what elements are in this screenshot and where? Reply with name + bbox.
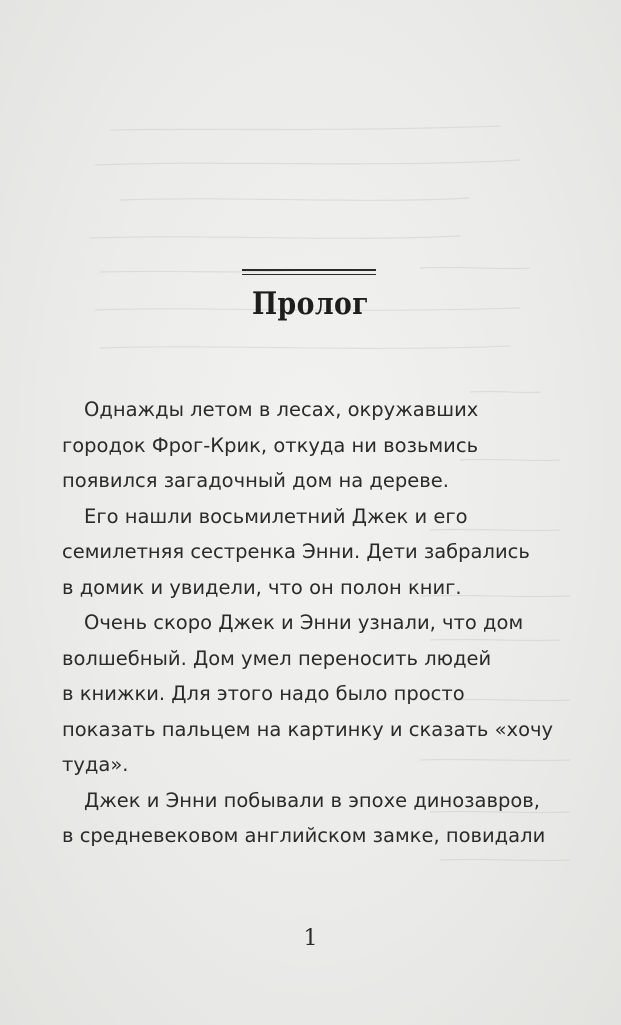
- text-line: появился загадочный дом на дереве.: [62, 469, 449, 492]
- paragraph: [62, 605, 562, 783]
- text-line: в книжки. Для этого надо было просто: [62, 682, 465, 705]
- text-line: Однажды летом в лесах, окружавших: [84, 398, 479, 421]
- text-line: в домик и увидели, что он полон книг.: [62, 575, 462, 599]
- paragraph: [62, 499, 562, 606]
- text-line: показать пальцем на картинку и сказать «хочу: [62, 717, 554, 741]
- ornament-rule-top: [242, 269, 376, 271]
- title-ornament: [242, 269, 376, 279]
- text-line: туда».: [62, 753, 129, 776]
- text-line: Джек и Энни побывали в эпохе динозавров,: [84, 788, 540, 812]
- text-line: городок Фрог-Крик, откуда ни возьмись: [62, 433, 479, 457]
- text-line: семилетняя сестренка Энни. Дети забрались: [62, 540, 530, 563]
- body-text: [62, 392, 562, 854]
- ornament-rule-bottom: [242, 274, 376, 275]
- text-line: Его нашли восьмилетний Джек и его: [84, 504, 468, 528]
- paragraph: [62, 783, 562, 854]
- chapter-title: Пролог: [251, 286, 370, 322]
- text-line: в средневековом английском замке, повидали: [62, 824, 546, 847]
- text-line: волшебный. Дом умел переносить людей: [62, 646, 492, 670]
- paragraph: [62, 392, 562, 499]
- page-number: 1: [303, 926, 318, 951]
- text-line: Очень скоро Джек и Энни узнали, что дом: [84, 611, 524, 634]
